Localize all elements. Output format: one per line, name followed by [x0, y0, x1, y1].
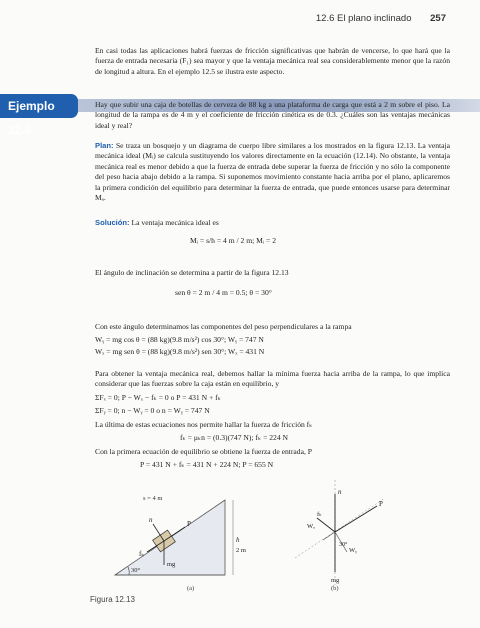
label-s: s = 4 m: [143, 495, 163, 502]
first-equilibrium-intro: Con la primera ecuación de equilibrio se obtiene la fuerza de entrada, P: [95, 447, 312, 456]
equation-ideal: Mᵢ = s/h = 4 m / 2 m; Mᵢ = 2: [190, 236, 277, 245]
label-h: h: [236, 536, 240, 544]
label-2m: 2 m: [236, 547, 246, 554]
friction-intro: La última de estas ecuaciones nos permite hallar la fuerza de fricción fₖ: [95, 420, 313, 429]
subfigure-b-label: (b): [331, 585, 339, 592]
label-theta: 30°: [339, 542, 348, 548]
plan-paragraph: [95, 141, 450, 203]
running-header: [316, 13, 446, 24]
solution-paragraph: [95, 218, 450, 228]
problem-statement: Hay que subir una caja de botellas de cerveza de 88 kg a una plataforma de carga que está a 2 m sobre el piso. La longitud de la rampa es de 4 m y el coeficiente de fricción cinética es de 0.3. ¿Cuáles son las ventajas mecánicas ideal y real?: [95, 100, 450, 130]
intro-paragraph: En casi todas las aplicaciones habrá fuerzas de fricción significativas que habrán de vencerse, lo que hará que la fuerza de entrada necesaria (F₁) sea mayor y que la ventaja mecánica real sea considerablemente menor que la razón de longitud a altura. En el ejemplo 12.5 se ilustra este aspecto.: [95, 46, 450, 76]
label-p-b: P: [379, 500, 383, 508]
real-intro: Para obtener la ventaja mecánica real, debemos hallar la mínima fuerza hacia arriba de la rampa, lo que implica considerar que las fuerzas sobre la caja están en equilibrio, y: [95, 369, 450, 389]
equation-sum-y: ΣFᵧ = 0; n − Wᵧ = 0 o n = Wᵧ = 747 N: [95, 406, 210, 415]
components-intro: Con este ángulo determinamos las componentes del peso perpendiculares a la rampa: [95, 322, 352, 331]
label-fk-b: fₖ: [317, 511, 322, 518]
equation-friction: fₖ = μₖn = (0.3)(747 N); fₖ = 224 N: [180, 433, 289, 442]
label-mg-b: mg: [331, 577, 340, 584]
page-number: 257: [430, 13, 446, 24]
label-n-b: n: [338, 488, 342, 496]
figure-caption: Figura 12.13: [90, 595, 135, 604]
solution-label: Solución:: [95, 218, 130, 227]
equation-sum-x: ΣFₓ = 0; P − Wₓ − fₖ = 0 o P = 431 N + fₖ: [95, 393, 221, 402]
equation-p: P = 431 N + fₖ = 431 N + 224 N; P = 655 N: [140, 460, 274, 469]
equation-wy: Wᵧ = mg cos θ = (88 kg)(9.8 m/s²) cos 30°; Wᵧ = 747 N: [95, 335, 264, 344]
figure-12-13: [95, 480, 450, 592]
label-fk: fₖ: [139, 550, 145, 558]
label-p-a: P: [187, 520, 191, 528]
label-n: n: [149, 516, 153, 524]
subfigure-a-label: (a): [187, 585, 195, 592]
label-mg-a: mg: [167, 561, 176, 568]
label-wx: Wₓ: [307, 523, 316, 530]
plan-text: Se traza un bosquejo y un diagrama de cuerpo libre similares a los mostrados en la figura 12.13. La ventaja mecánica ideal (Mᵢ) se calcula sustituyendo los valores directamente en la ecuación (12.14). No obstante, la ventaja mecánica real es menor debido a que la fuerza de entrada debe superar la fuerza de fricción y no sólo la componente del peso hacia abajo debido a la rampa. Si suponemos movimiento constante hacia arriba por el plano, aplicaremos la primera condición del equilibrio para determinar la fuerza de entrada, que puede entonces usarse para determinar Mₐ.: [95, 141, 450, 203]
plan-label: Plan:: [95, 141, 114, 150]
angle-intro: El ángulo de inclinación se determina a partir de la figura 12.13: [95, 268, 289, 277]
example-tab: Ejemplo 12.5: [0, 94, 78, 118]
label-wy: Wᵧ: [349, 547, 357, 554]
solution-intro: La ventaja mecánica ideal es: [131, 218, 219, 227]
label-angle: 30°: [131, 567, 141, 574]
section-title: 12.6 El plano inclinado: [315, 13, 412, 24]
equation-angle: sen θ = 2 m / 4 m = 0.5; θ = 30°: [175, 288, 272, 297]
equation-wx: Wₓ = mg sen θ = (88 kg)(9.8 m/s²) sen 30°; Wₓ = 431 N: [95, 347, 265, 356]
